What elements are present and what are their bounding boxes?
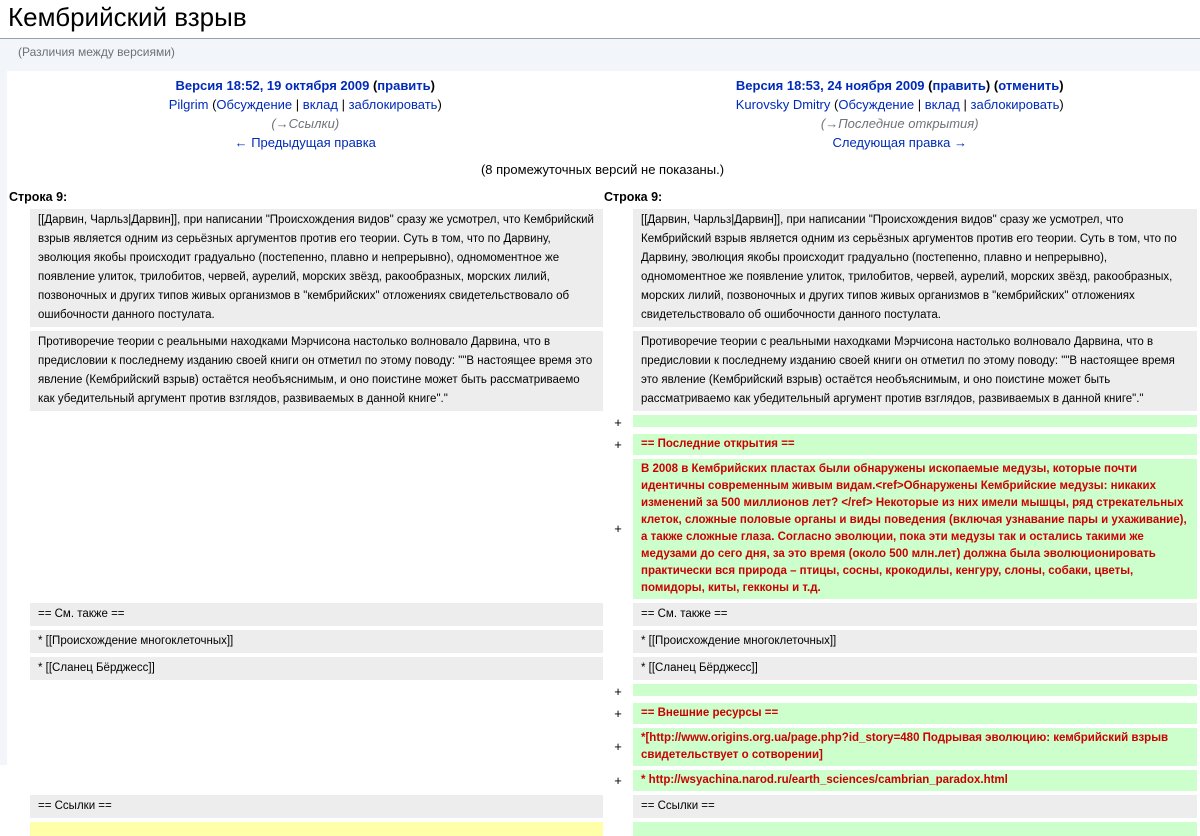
old-context-paragraph: [[Дарвин, Чарльз|Дарвин]], при написании "Происхождения видов" сразу же усмотрел, что Кембрийский взрыв является одним из серьёзных аргументов против его теории. Суть в том, что по Дарвину, эволюция якобы происходит градуально (постепенно, плавно и непрерывно), одномоментное же появление улиток, трилобитов, червей, аурелий, морских звёзд, ракообразных, морских лилий, позвоночных и других типов живых организмов в "кембрийских" отложениях свидетельствовало об ошибочности данного постулата. [30, 209, 603, 327]
new-line-number: Строка 9: [604, 189, 663, 204]
diff-added-row [8, 770, 1197, 795]
next-edit-nav [603, 133, 1198, 152]
old-revision-link[interactable]: Версия 18:52, 19 октября 2009 [175, 77, 370, 93]
paren: ) [985, 77, 991, 93]
old-user-link[interactable]: Pilgrim [168, 96, 209, 112]
diff-added-row [8, 728, 1197, 770]
previous-edit-link[interactable]: ← Предыдущая правка [234, 134, 376, 150]
new-user-contribs-link[interactable]: вклад [924, 96, 960, 112]
new-revision-header [603, 76, 1198, 152]
diff-context-row [8, 209, 1197, 331]
previous-edit-nav [8, 133, 603, 152]
page-subtitle: (Различия между версиями) [0, 39, 1200, 71]
new-context-paragraph: Противоречие теории с реальными находками Мэрчисона настолько волновало Дарвина, что в предисловии к последнему изданию своей книги он отметил по этому поводу: ""В настоящее время это явление (Кембрийский взрыв) остаётся необъяснимым, и оно поистине может быть рассматриваемо как убедительный аргумент против взглядов, развиваемых в данной книге"." [633, 331, 1197, 411]
diff-changed-row [8, 822, 1197, 836]
diff-added-row [8, 434, 1197, 459]
paren: ( [212, 96, 217, 112]
new-context-line: == См. также == [633, 603, 1197, 626]
pipe-separator: | [963, 96, 967, 112]
diff-table [8, 183, 1197, 836]
added-paragraph: В 2008 в Кембрийских пластах были обнаружены ископаемые медузы, которые почти идентичны современным живым видам.<ref>Обнаружены Кембрийские медузы: никаких изменений за 500 миллионов лет? </ref> Некоторые из них имели мышцы, ряд стрекательных клеток, сложные половые органы и виды поведения (включая узнавание пары и ухаживание), а также сложные глаза. Согласно эволюции, пока эти медузы так и остались такими же медузами до сего дня, за это время (около 500 млн.лет) должна была эволюционировать практически вся природа – птицы, сосны, крокодилы, кенгуру, слоны, собаки, цветы, помидоры, киты, гекконы и т.д. [633, 459, 1197, 599]
paren: ) [437, 96, 442, 112]
old-context-paragraph: Противоречие теории с реальными находками Мэрчисона настолько волновало Дарвина, что в предисловии к последнему изданию своей книги он отметил по этому поводу: ""В настоящее время это явление (Кембрийский взрыв) остаётся необъяснимым, и оно поистине может быть рассматриваемо как убедительный аргумент против взглядов, развиваемых в данной книге"." [30, 331, 603, 411]
old-line-number: Строка 9: [9, 189, 68, 204]
diff-context-row [8, 657, 1197, 684]
old-edit-link[interactable]: править [377, 77, 431, 93]
plus-marker: + [614, 436, 622, 452]
paren: ( [372, 77, 378, 93]
added-empty-line [633, 415, 1197, 427]
diff-added-row [8, 684, 1197, 703]
plus-marker: + [614, 414, 622, 430]
diff-context-row [8, 331, 1197, 415]
plus-marker: + [614, 683, 622, 699]
old-edit-summary: (→Ссылки) [271, 115, 340, 131]
new-context-line: * [[Происхождение многоклеточных]] [633, 630, 1197, 653]
diff-added-row [8, 459, 1197, 603]
new-user-talk-link[interactable]: Обсуждение [838, 96, 915, 112]
new-user-link[interactable]: Kurovsky Dmitry [735, 96, 831, 112]
old-context-line: * [[Сланец Бёрджесс]] [30, 657, 603, 680]
old-context-line: == См. также == [30, 603, 603, 626]
new-context-line: * [[Сланец Бёрджесс]] [633, 657, 1197, 680]
old-context-line: * [[Происхождение многоклеточных]] [30, 630, 603, 653]
diff-lineno-row [8, 183, 1197, 209]
new-context-paragraph: [[Дарвин, Чарльз|Дарвин]], при написании "Происхождения видов" сразу же усмотрел, что Кембрийский взрыв является одним из серьёзных аргументов против его теории. Суть в том, что по Дарвину, эволюция якобы происходит градуально (постепенно, плавно и непрерывно), одномоментное же появление улиток, трилобитов, червей, аурелий, морских звёзд, ракообразных, морских лилий, позвоночных и других типов живых организмов в "кембрийских" отложениях свидетельствовало об ошибочности данного постулата. [633, 209, 1197, 327]
plus-marker: + [614, 772, 622, 788]
new-user-line [603, 95, 1198, 114]
revision-headers [8, 71, 1197, 152]
added-external-link-line: * http://wsyachina.narod.ru/earth_sciences/cambrian_paradox.html [633, 770, 1197, 791]
added-empty-line [633, 684, 1197, 696]
plus-marker: + [614, 521, 622, 537]
next-edit-link[interactable]: Следующая правка → [832, 134, 968, 150]
pipe-separator: | [341, 96, 345, 112]
plus-marker: + [614, 739, 622, 755]
old-context-line: == Ссылки == [30, 795, 603, 818]
old-user-talk-link[interactable]: Обсуждение [216, 96, 293, 112]
paren: ( [834, 96, 839, 112]
added-section-heading: == Внешние ресурсы == [633, 703, 1197, 724]
diff-added-row [8, 703, 1197, 728]
plus-marker: + [614, 705, 622, 721]
new-user-block-link[interactable]: заблокировать [970, 96, 1060, 112]
new-revision-link[interactable]: Версия 18:53, 24 ноября 2009 [735, 77, 925, 93]
old-user-line [8, 95, 603, 114]
diff-context-row [8, 630, 1197, 657]
paren: ) [1059, 77, 1064, 93]
added-section-heading: == Последние открытия == [633, 434, 1197, 455]
paren: ( [993, 77, 999, 93]
diff-context-row [8, 603, 1197, 630]
paren: ( [928, 77, 933, 93]
page-title: Кембрийский взрыв [0, 0, 1200, 39]
old-user-contribs-link[interactable]: вклад [302, 96, 338, 112]
intermediate-revisions-note: (8 промежуточных версий не показаны.) [480, 161, 725, 177]
old-user-block-link[interactable]: заблокировать [348, 96, 438, 112]
added-line-stub [633, 822, 1197, 836]
new-revision-title-line [603, 76, 1198, 95]
paren: ) [430, 77, 436, 93]
new-edit-summary: (→Последние открытия) [820, 115, 979, 131]
pipe-separator: | [295, 96, 300, 112]
page-background-gutter [0, 57, 7, 765]
new-context-line: == Ссылки == [633, 795, 1197, 818]
pipe-separator: | [917, 96, 922, 112]
old-revision-header [8, 76, 603, 152]
diff-added-row [8, 415, 1197, 434]
undo-link[interactable]: отменить [998, 77, 1060, 93]
deleted-line-stub [30, 822, 603, 836]
old-revision-title-line [8, 76, 603, 95]
new-edit-link[interactable]: править [932, 77, 986, 93]
diff-page-content [8, 71, 1197, 836]
added-external-link-line: *[http://www.origins.org.ua/page.php?id_story=480 Подрывая эволюцию: кембрийский взрыв свидетельствует о сотворении] [633, 728, 1197, 766]
paren: ) [1059, 96, 1064, 112]
diff-context-row [8, 795, 1197, 822]
